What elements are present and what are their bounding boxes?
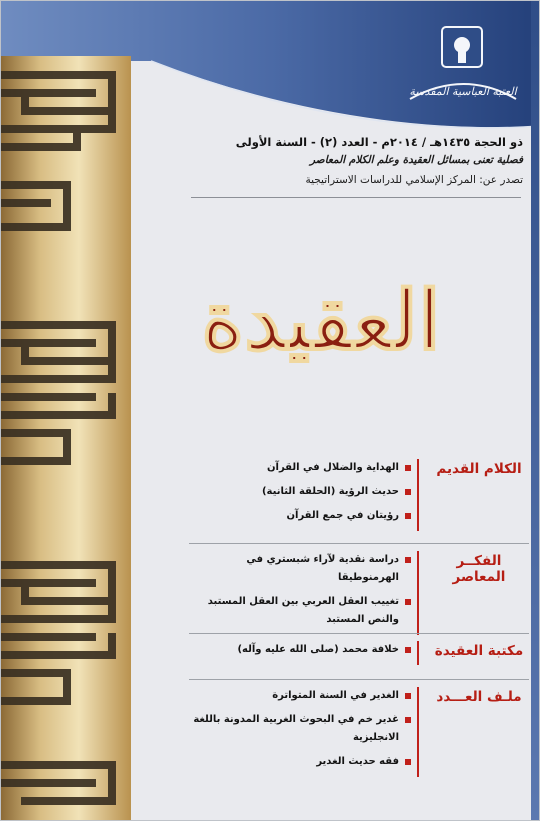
magazine-subtitle: فصلية تعنى بمسائل العقيدة وعلم الكلام المعاصر bbox=[310, 154, 523, 166]
square-bullet-icon bbox=[405, 513, 411, 519]
toc-section-items bbox=[189, 551, 419, 635]
toc-item bbox=[189, 711, 411, 747]
section-divider bbox=[189, 633, 529, 634]
toc-item-text: حديث الرؤية (الحلقة الثانية) bbox=[261, 486, 399, 497]
toc-section-label: ملـف العـــدد bbox=[436, 689, 522, 705]
title-text: العقيدة bbox=[201, 273, 441, 369]
publisher-line: تصدر عن: المركز الإسلامي للدراسات الاستراتيجية bbox=[305, 174, 523, 186]
toc-item-text: رؤيتان في جمع القرآن bbox=[286, 510, 399, 521]
toc-section-items bbox=[189, 687, 419, 777]
toc-section-label: الكلام القديم bbox=[436, 461, 522, 477]
toc-item bbox=[189, 459, 411, 477]
toc-section bbox=[189, 551, 529, 631]
right-blue-strip bbox=[531, 1, 539, 821]
square-bullet-icon bbox=[405, 759, 411, 765]
toc-item-text: دراسة نقدية لآراء شبستري في الهرمنوطيقا bbox=[246, 554, 399, 583]
toc-section bbox=[189, 641, 529, 671]
square-bullet-icon bbox=[405, 465, 411, 471]
magazine-title bbox=[186, 249, 456, 394]
square-bullet-icon bbox=[405, 557, 411, 563]
toc-item-text: خلافة محمد (صلى الله عليه وآله) bbox=[237, 644, 399, 655]
section-divider bbox=[189, 543, 529, 544]
toc-item bbox=[189, 507, 411, 525]
toc-item bbox=[189, 687, 411, 705]
toc-item bbox=[189, 551, 411, 587]
toc-item bbox=[189, 483, 411, 501]
toc-item-text: فقه حديث الغدير bbox=[316, 756, 399, 767]
header-separator bbox=[191, 197, 521, 198]
toc-item bbox=[189, 641, 411, 659]
square-bullet-icon bbox=[405, 599, 411, 605]
toc-item bbox=[189, 753, 411, 771]
toc-section bbox=[189, 459, 529, 539]
institution-seal-logo bbox=[404, 21, 522, 111]
square-bullet-icon bbox=[405, 489, 411, 495]
toc-section-label: الفكــر المعاصر bbox=[452, 553, 506, 585]
toc-item-text: غدير خم في البحوث الغربية المدونة باللغة الانجليزية bbox=[193, 714, 399, 743]
square-bullet-icon bbox=[405, 693, 411, 699]
toc-item-text: الهداية والضلال في القرآن bbox=[266, 462, 399, 473]
square-bullet-icon bbox=[405, 717, 411, 723]
toc-item-text: تغييب العقل العربي بين العقل المستبد والنص المستبد bbox=[207, 596, 399, 625]
toc-section-items bbox=[189, 641, 419, 665]
square-bullet-icon bbox=[405, 647, 411, 653]
toc-section-label: مكتبة العقيدة bbox=[434, 643, 524, 659]
toc-section-items bbox=[189, 459, 419, 531]
kufic-gold-panel bbox=[1, 1, 151, 821]
toc-section bbox=[189, 687, 529, 782]
toc-item bbox=[189, 593, 411, 629]
section-divider bbox=[189, 679, 529, 680]
toc-item-text: الغدير في السنة المتواترة bbox=[272, 690, 399, 701]
logo-text: العتبة العباسية المقدسة bbox=[409, 85, 517, 98]
issue-info: ذو الحجة ١٤٣٥هـ / ٢٠١٤م - العدد (٢) - السنة الأولى bbox=[235, 135, 523, 149]
